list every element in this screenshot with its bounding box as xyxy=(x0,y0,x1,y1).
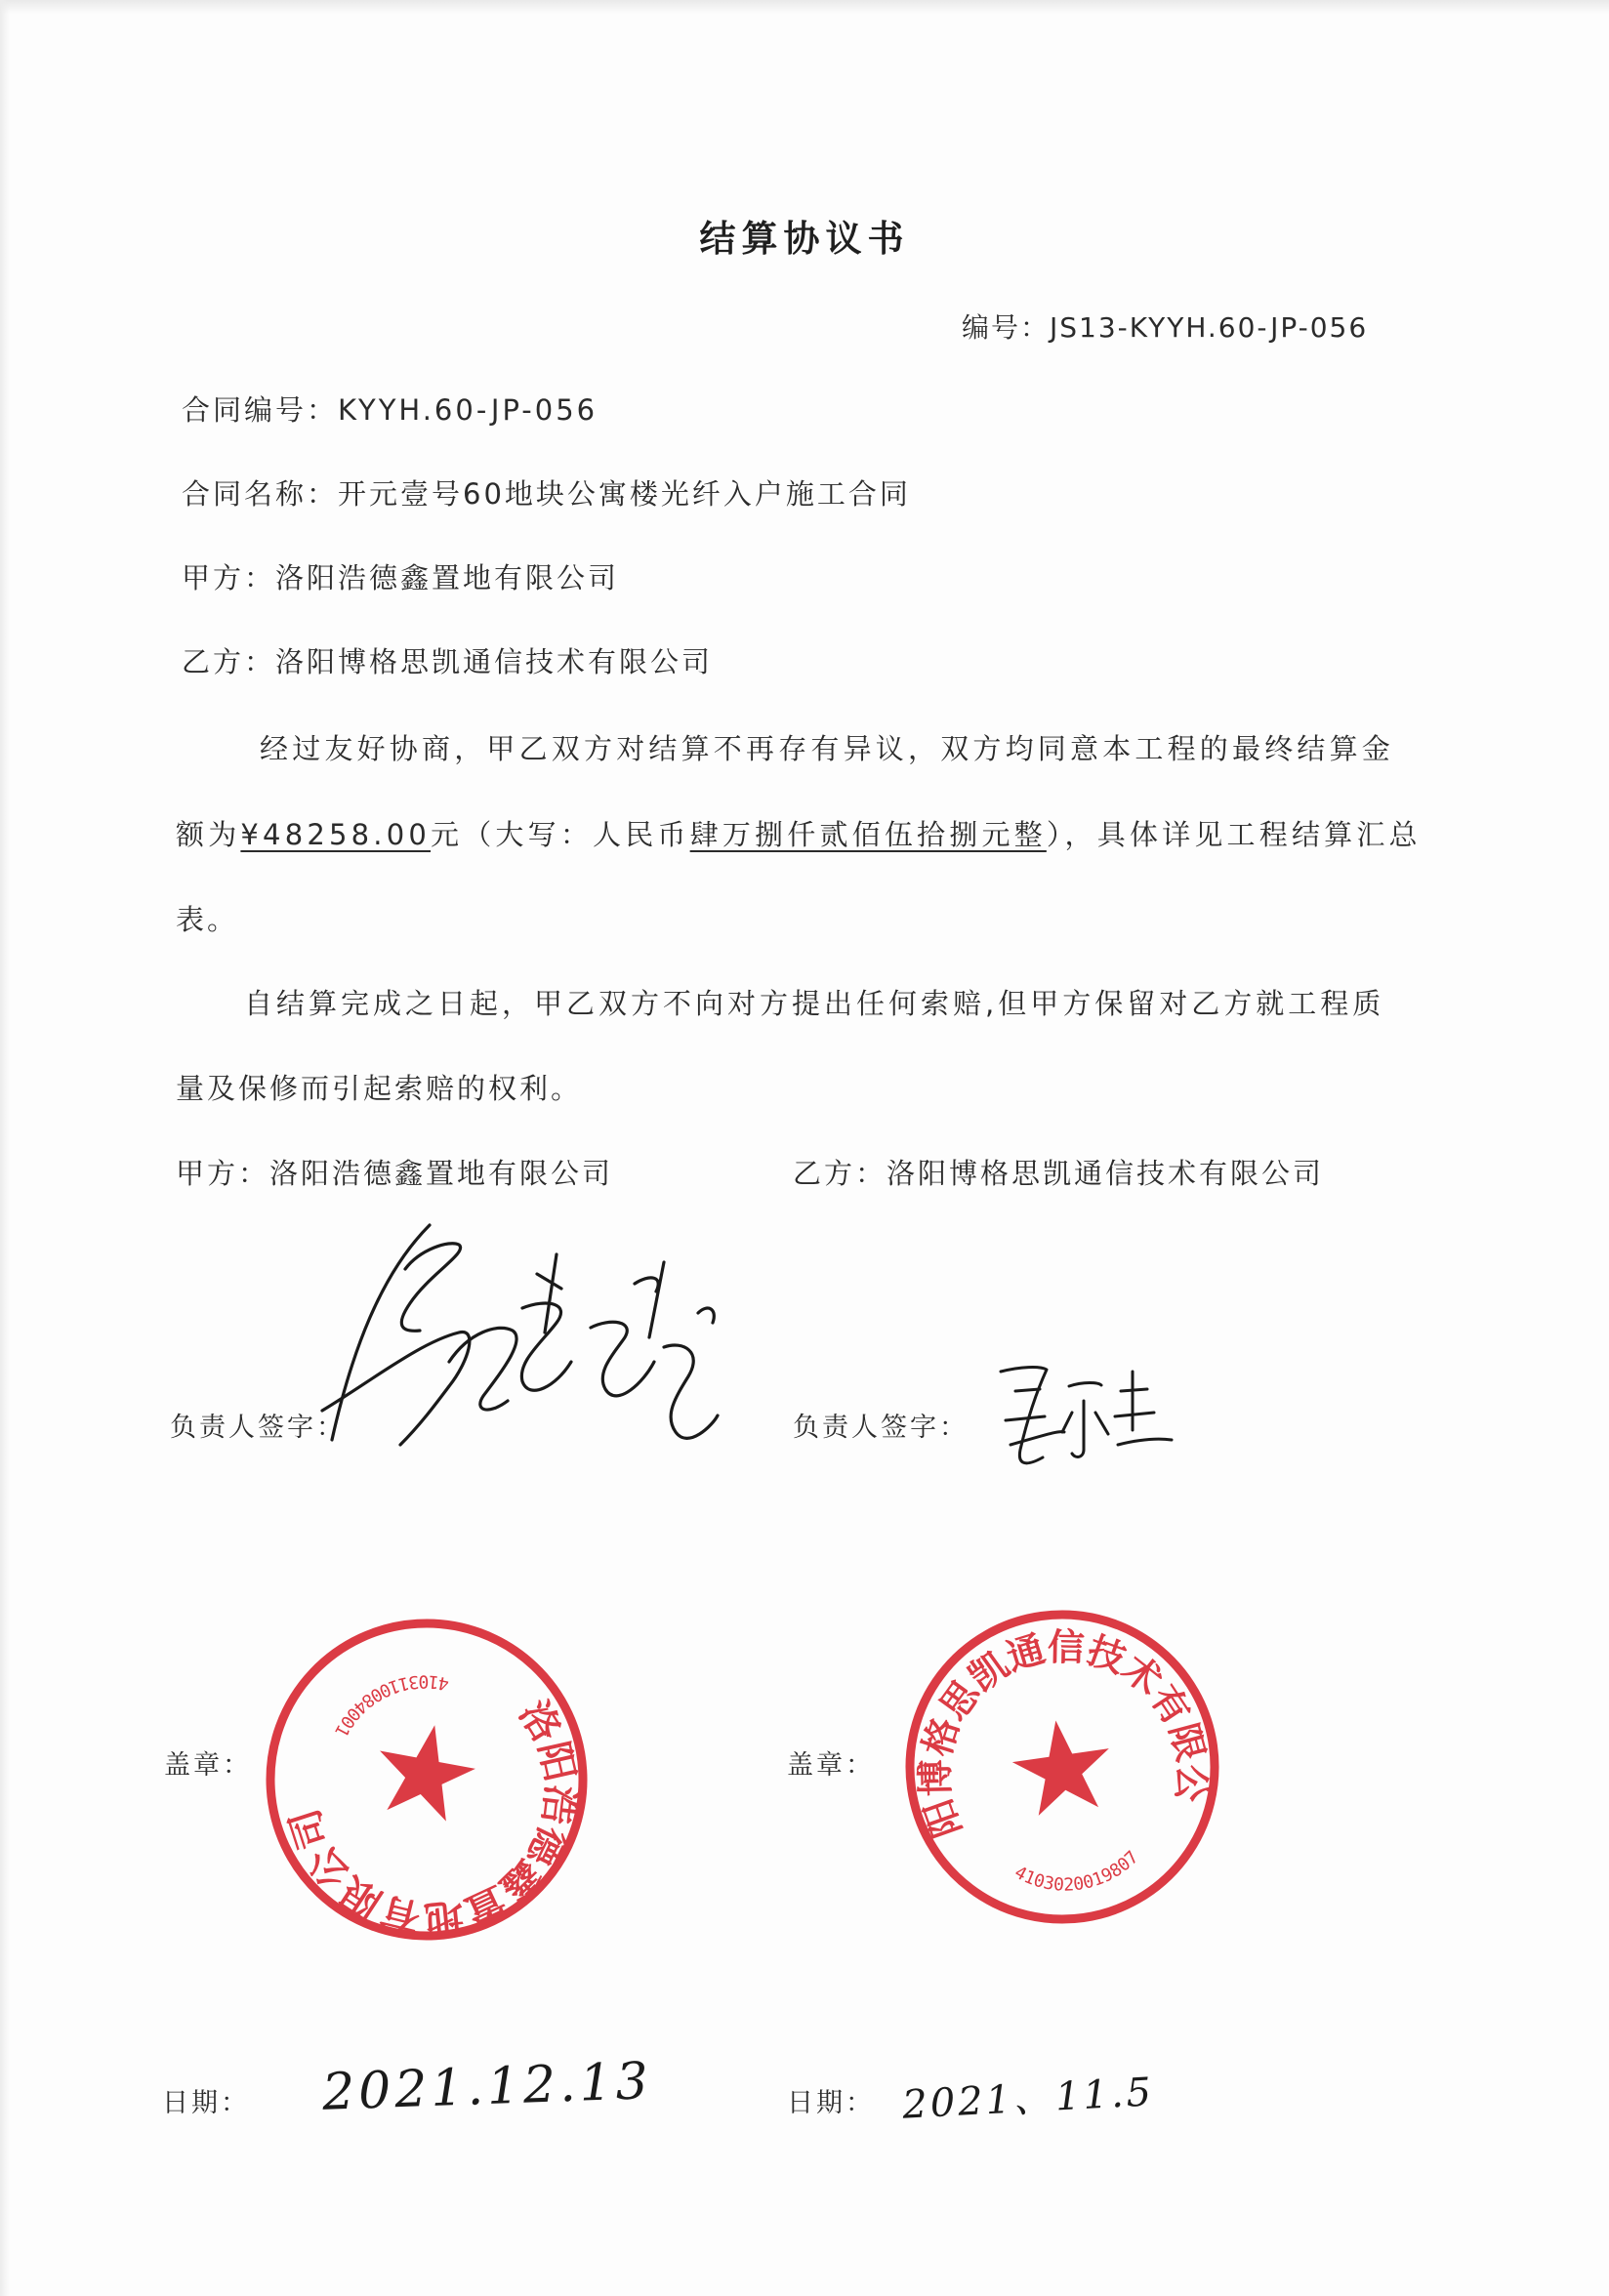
document-title: 结算协议书 xyxy=(699,217,910,260)
signature-party-a: 甲方：洛阳浩德鑫置地有限公司 xyxy=(176,1157,614,1190)
date-b-handwritten: 2021、11.5 xyxy=(901,2070,1156,2128)
seal-b-label: 盖章： xyxy=(787,1750,875,1781)
responsible-a-label: 负责人签字： xyxy=(170,1413,346,1443)
signature-b-handwriting xyxy=(986,1352,1191,1489)
date-a-label: 日期： xyxy=(162,2088,250,2118)
agreement-paragraph-line-1: 经过友好协商，甲乙双方对结算不再存有异议，双方均同意本工程的最终结算金 xyxy=(260,732,1395,765)
agreement-paragraph-line-2 xyxy=(176,813,1422,853)
amount-prefix: 额为 xyxy=(176,818,241,851)
company-seal-a xyxy=(256,1609,598,1950)
claims-paragraph-line-2: 量及保修而引起索赔的权利。 xyxy=(176,1072,583,1105)
amount-figure: ¥48258.00 xyxy=(240,818,432,851)
signature-a-handwriting xyxy=(312,1215,732,1459)
party-a-line: 甲方：洛阳浩德鑫置地有限公司 xyxy=(182,561,620,594)
agreement-paragraph-line-3: 表。 xyxy=(176,903,239,936)
date-a-handwritten: 2021.12.13 xyxy=(321,2052,653,2122)
seal-b-company-text: 洛阳博格思凯通信技术有限公司 xyxy=(913,1625,1215,1843)
seal-a-code: 4103110084001 xyxy=(330,1670,451,1741)
seal-a-company-text: 洛阳浩德鑫置地有限公司 xyxy=(282,1693,584,1942)
signature-party-b: 乙方：洛阳博格思凯通信技术有限公司 xyxy=(793,1157,1325,1190)
responsible-b-label: 负责人签字： xyxy=(793,1413,969,1443)
amount-middle: 元（大写：人民币 xyxy=(431,818,690,851)
scan-left-shadow xyxy=(0,0,10,2296)
star-icon xyxy=(1008,1714,1117,1819)
contract-name: 合同名称：开元壹号60地块公寓楼光纤入户施工合同 xyxy=(182,477,911,511)
document-number: 编号：JS13-KYYH.60-JP-056 xyxy=(962,311,1369,344)
amount-words: 肆万捌仟贰佰伍拾捌元整 xyxy=(689,818,1047,851)
seal-b-code: 4103020019807 xyxy=(1011,1847,1143,1896)
star-icon xyxy=(363,1717,490,1841)
claims-paragraph-line-1: 自结算完成之日起，甲乙双方不向对方提出任何索赔,但甲方保留对乙方就工程质 xyxy=(244,987,1385,1020)
date-b-label: 日期： xyxy=(787,2088,875,2118)
company-seal-b xyxy=(896,1601,1228,1933)
seal-a-label: 盖章： xyxy=(164,1750,252,1781)
contract-number: 合同编号：KYYH.60-JP-056 xyxy=(182,393,598,427)
party-b-line: 乙方：洛阳博格思凯通信技术有限公司 xyxy=(182,645,714,678)
scan-top-shadow xyxy=(0,0,1609,14)
amount-suffix: ），具体详见工程结算汇总 xyxy=(1046,818,1422,851)
